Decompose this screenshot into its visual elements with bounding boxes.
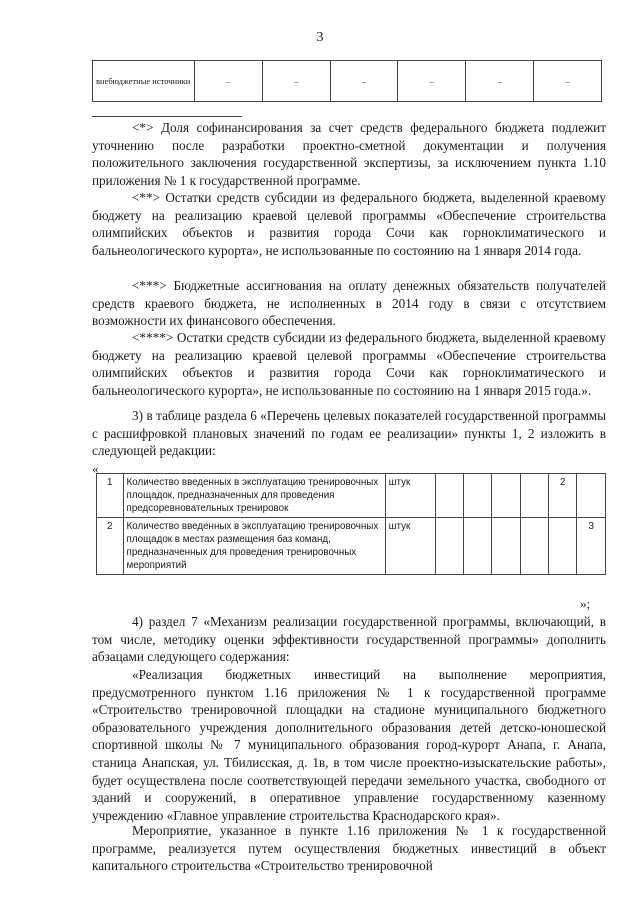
footnote-3: <***> Бюджетные ассигнования на оплату денежных обязательств получателей средств краевого бюджета, не исполненных в 2014 году в связи с отсутствием возможности их финансового обеспечения.: [92, 278, 606, 329]
footnote-2: <**> Остатки средств субсидии из федерального бюджета, выделенной краевому бюджету на реализацию краевой целевой программы «Обеспечение строительства олимпийских объектов и развития города Сочи как горноклиматического и бальнеологического курорта», не использованные по состоянию на 1 января 2014 года.: [92, 190, 606, 258]
table-cell: –: [262, 61, 330, 102]
footnote-separator: [92, 116, 242, 117]
table-cell: –: [398, 61, 466, 102]
table-cell: [435, 518, 463, 575]
table-cell: –: [466, 61, 534, 102]
footnote-4: <****> Остатки средств субсидии из федерального бюджета, выделенной краевому бюджету на реализацию краевой целевой программы «Обеспечение строительства олимпийских объектов и развития города Сочи как горноклиматического и бальнеологического курорта», не использованные по состоянию на 1 января 2015 года.».: [92, 330, 606, 398]
paragraph-4: 4) раздел 7 «Механизм реализации государственной программы, включающий, в том числе, методику оценки эффективности государственной программы» дополнить абзацами следующего содержания:: [92, 614, 606, 665]
table-cell: –: [195, 61, 263, 102]
quote-open-mark: «: [92, 461, 99, 476]
row-label: внебюджетные источники: [93, 61, 195, 102]
page-number: 3: [316, 30, 324, 45]
paragraph-6: Мероприятие, указанное в пункте 1.16 приложения № 1 к государственной программе, реализуется путем осуществления бюджетных инвестиций в объект капитального строительства «Строительство тренировочной: [92, 823, 606, 874]
indicator-unit: штук: [385, 518, 435, 575]
table-cell: [492, 518, 520, 575]
footnote-1: <*> Доля софинансирования за счет средств федерального бюджета подлежит уточнению после разработки проектно-сметной документации и получения положительного заключения государственной экспертизы, за исключением пункта 1.10 приложения № 1 к государственной программе.: [92, 120, 606, 188]
indicator-name: Количество введенных в эксплуатацию тренировочных площадок в местах размещения баз команд, предназначенных для проведения тренировочных мероприятий: [123, 518, 385, 575]
table-cell: –: [330, 61, 398, 102]
table-cell: [464, 518, 492, 575]
paragraph-3: 3) в таблице раздела 6 «Перечень целевых показателей государственной программы с расшифровкой плановых значений по годам ее реализации» пункты 1, 2 изложить в следующей редакции:: [92, 408, 606, 459]
row-number: 1: [97, 474, 124, 518]
indicator-name: Количество введенных в эксплуатацию тренировочных площадок, предназначенных для проведения предсоревновательных тренировок: [123, 474, 385, 518]
row-number: 2: [97, 518, 124, 575]
table-cell: [520, 474, 548, 518]
table-cell: [464, 474, 492, 518]
table-row: [97, 518, 606, 575]
table-cell: 3: [577, 518, 606, 575]
table-cell: 2: [549, 474, 577, 518]
table-cell: [492, 474, 520, 518]
table-cell: [520, 518, 548, 575]
paragraph-5: «Реализация бюджетных инвестиций на выполнение мероприятия, предусмотренного пунктом 1.16 приложения № 1 к государственной программе «Строительство тренировочной площадки на стадионе муниципального бюджетного образовательного учреждения дополнительного образования детей детско-юношеской спортивной школы № 7 муниципального образования город-курорт Анапа, г. Анапа, станица Анапская, ул. Тбилисская, д. 1в, в том числе проектно-изыскательские работы», будет осуществлена после соответствующей передачи земельного участка, свободного от зданий и сооружений, в оперативное управление государственному казенному учреждению «Главное управление строительства Краснодарского края».: [92, 667, 606, 823]
table-cell: –: [534, 61, 602, 102]
table-cell: [577, 474, 606, 518]
indicator-unit: штук: [385, 474, 435, 518]
funding-table-fragment: [92, 60, 602, 102]
table-row: [93, 61, 602, 102]
table-row: [97, 474, 606, 518]
table-cell: [435, 474, 463, 518]
indicators-table: [96, 473, 606, 575]
table-cell: [549, 518, 577, 575]
quote-close-mark: »;: [580, 596, 591, 611]
